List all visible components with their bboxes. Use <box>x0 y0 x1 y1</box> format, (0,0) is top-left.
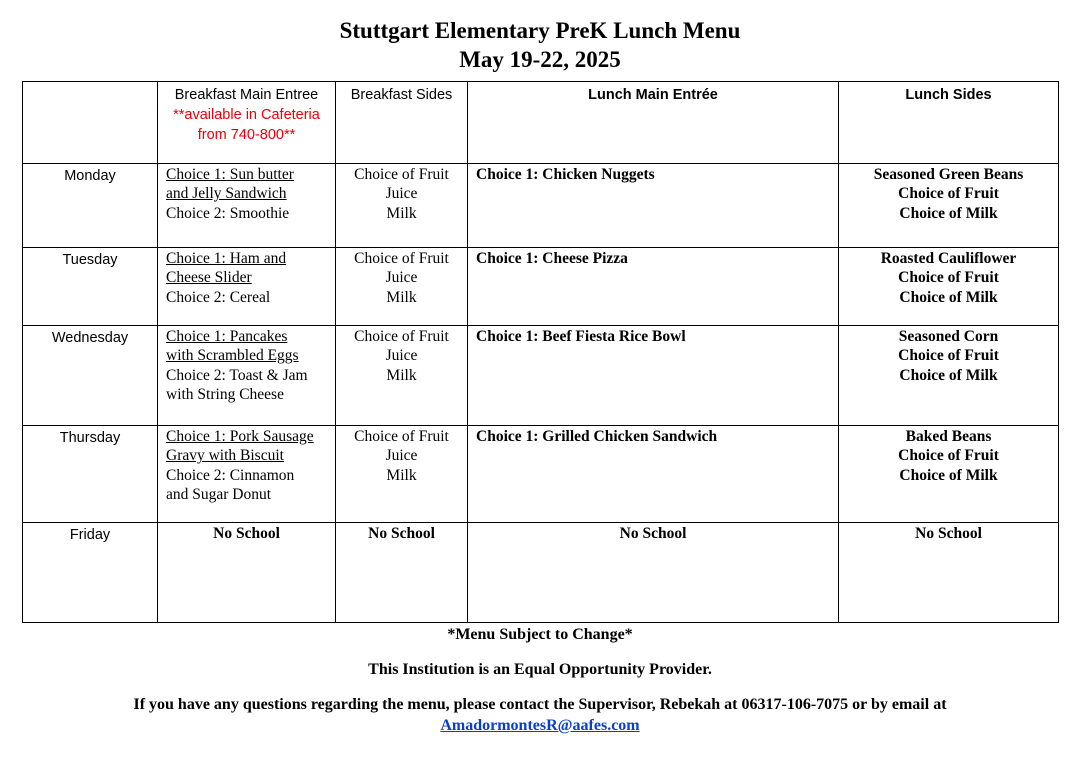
table-row <box>23 523 1059 623</box>
breakfast-main-cell <box>158 164 336 248</box>
breakfast-side-item: Juice <box>385 347 418 365</box>
day-cell: Friday <box>23 523 158 623</box>
no-school-cell: No School <box>468 523 839 623</box>
lunch-sides-cell <box>839 326 1059 426</box>
contact-email-link[interactable]: AmadormontesR@aafes.com <box>440 717 640 734</box>
breakfast-sides-cell <box>336 164 468 248</box>
header-lunch-main: Lunch Main Entrée <box>468 82 839 164</box>
breakfast-side-item: Milk <box>386 288 417 306</box>
lunch-side-item: Seasoned Corn <box>898 328 999 345</box>
lunch-main-cell: Choice 1: Chicken Nuggets <box>468 164 839 248</box>
breakfast-side-item: Choice of Fruit <box>354 166 449 183</box>
header-breakfast-main <box>158 82 336 164</box>
lunch-main-cell: Choice 1: Grilled Chicken Sandwich <box>468 426 839 523</box>
header-breakfast-main-label: Breakfast Main Entree <box>174 87 319 103</box>
no-school-cell: No School <box>336 523 468 623</box>
breakfast-side-item: Juice <box>385 269 418 287</box>
breakfast-side-item: Juice <box>385 185 418 203</box>
no-school-cell: No School <box>839 523 1059 623</box>
breakfast-main-cell <box>158 248 336 326</box>
lunch-side-item: Choice of Fruit <box>898 269 999 287</box>
breakfast-choice-line: Gravy with Biscuit <box>166 447 284 465</box>
day-cell: Thursday <box>23 426 158 523</box>
day-cell: Wednesday <box>23 326 158 426</box>
breakfast-availability-note: **available in Cafeteria from 740-800** <box>173 107 320 143</box>
table-row <box>23 248 1059 326</box>
equal-opportunity-statement: This Institution is an Equal Opportunity Provider. <box>368 661 712 678</box>
breakfast-main-cell <box>158 426 336 523</box>
lunch-main-cell: Choice 1: Cheese Pizza <box>468 248 839 326</box>
lunch-side-item: Choice of Fruit <box>898 447 999 465</box>
lunch-side-item: Choice of Milk <box>899 466 998 484</box>
table-row <box>23 426 1059 523</box>
breakfast-choice-line: Choice 2: Smoothie <box>166 204 290 222</box>
breakfast-sides-cell <box>336 426 468 523</box>
breakfast-sides-cell <box>336 326 468 426</box>
breakfast-choice-line: Choice 1: Pork Sausage <box>166 428 314 445</box>
header-lunch-sides: Lunch Sides <box>839 82 1059 164</box>
lunch-sides-cell <box>839 164 1059 248</box>
breakfast-sides-cell <box>336 248 468 326</box>
table-row <box>23 164 1059 248</box>
breakfast-choice-line: and Jelly Sandwich <box>166 185 287 203</box>
breakfast-side-item: Choice of Fruit <box>354 250 449 267</box>
day-cell: Tuesday <box>23 248 158 326</box>
contact-info <box>100 694 980 736</box>
breakfast-choice-line: Choice 2: Cereal <box>166 288 271 306</box>
breakfast-main-cell <box>158 326 336 426</box>
lunch-side-item: Choice of Fruit <box>898 347 999 365</box>
breakfast-side-item: Milk <box>386 466 417 484</box>
breakfast-choice-line: Choice 1: Sun butter <box>166 166 294 183</box>
breakfast-side-item: Milk <box>386 204 417 222</box>
lunch-main-cell: Choice 1: Beef Fiesta Rice Bowl <box>468 326 839 426</box>
lunch-side-item: Choice of Milk <box>899 204 998 222</box>
breakfast-choice-line: Choice 2: Cinnamon <box>166 466 295 484</box>
menu-table <box>22 81 1059 623</box>
header-day <box>23 82 158 164</box>
breakfast-side-item: Milk <box>386 366 417 384</box>
breakfast-choice-line: and Sugar Donut <box>166 485 272 503</box>
header-breakfast-sides: Breakfast Sides <box>336 82 468 164</box>
menu-date-range: May 19-22, 2025 <box>459 47 621 72</box>
lunch-sides-cell <box>839 248 1059 326</box>
menu-change-note: *Menu Subject to Change* <box>447 626 633 643</box>
contact-text: If you have any questions regarding the menu, please contact the Supervisor, Rebekah at 06317-106-7075 or by <box>133 696 888 713</box>
day-cell: Monday <box>23 164 158 248</box>
menu-title: Stuttgart Elementary PreK Lunch Menu <box>339 18 741 43</box>
breakfast-side-item: Choice of Fruit <box>354 428 449 445</box>
lunch-side-item: Choice of Milk <box>899 288 998 306</box>
breakfast-choice-line: Choice 1: Ham and <box>166 250 287 267</box>
no-school-cell: No School <box>158 523 336 623</box>
lunch-side-item: Choice of Fruit <box>898 185 999 203</box>
lunch-side-item: Roasted Cauliflower <box>880 250 1017 267</box>
breakfast-choice-line: Choice 2: Toast & Jam <box>166 366 308 384</box>
breakfast-choice-line: with Scrambled Eggs <box>166 347 299 365</box>
breakfast-side-item: Choice of Fruit <box>354 328 449 345</box>
breakfast-choice-line: Choice 1: Pancakes <box>166 328 288 345</box>
table-row <box>23 326 1059 426</box>
breakfast-choice-line: Cheese Slider <box>166 269 252 287</box>
lunch-side-item: Baked Beans <box>905 428 992 445</box>
breakfast-side-item: Juice <box>385 447 418 465</box>
lunch-sides-cell <box>839 426 1059 523</box>
lunch-side-item: Choice of Milk <box>899 366 998 384</box>
lunch-side-item: Seasoned Green Beans <box>873 166 1024 183</box>
header-row <box>23 82 1059 164</box>
breakfast-choice-line: with String Cheese <box>166 385 284 403</box>
contact-prefix: email at <box>891 696 947 713</box>
